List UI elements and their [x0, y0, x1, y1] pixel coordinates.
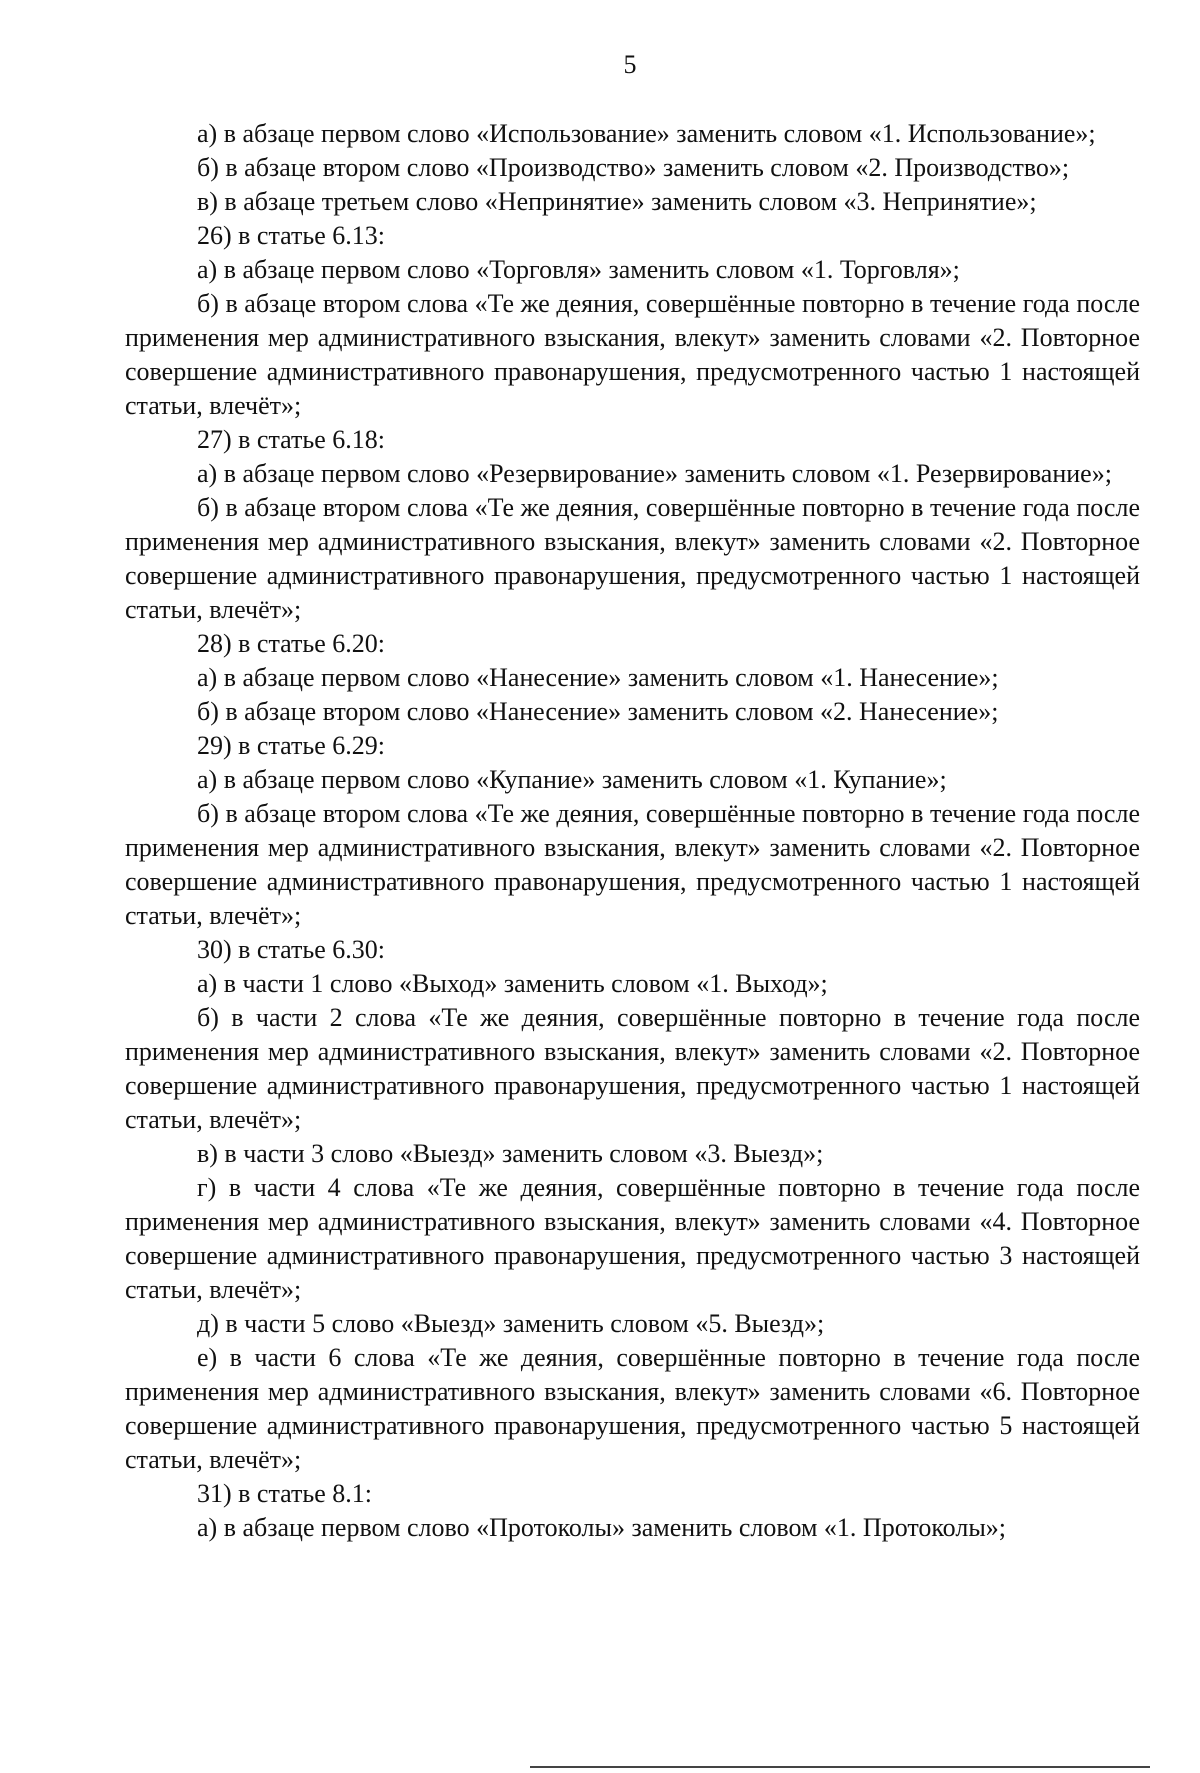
paragraph-item: а) в абзаце первом слово «Нанесение» заменить словом «1. Нанесение»;: [197, 663, 999, 692]
section-heading: 30) в статье 6.30:: [197, 935, 386, 964]
paragraph-item: г) в части 4 слова «Те же деяния, совершённые повторно в течение года после применения мер административного взыскания, влекут» заменить словами «4. Повторное совершение административного правонарушения, предусмотренного частью 3 настоящей статьи, влечёт»;: [125, 1173, 1140, 1304]
paragraph-item: а) в абзаце первом слово «Протоколы» заменить словом «1. Протоколы»;: [197, 1513, 1007, 1542]
paragraph-item: а) в абзаце первом слово «Купание» заменить словом «1. Купание»;: [197, 765, 947, 794]
paragraph-item: б) в части 2 слова «Те же деяния, совершённые повторно в течение года после применения мер административного взыскания, влекут» заменить словами «2. Повторное совершение административного правонарушения, предусмотренного частью 1 настоящей статьи, влечёт»;: [125, 1003, 1140, 1134]
paragraph-item: б) в абзаце втором слова «Те же деяния, совершённые повторно в течение года после применения мер административного взыскания, влекут» заменить словами «2. Повторное совершение административного правонарушения, предусмотренного частью 1 настоящей статьи, влечёт»;: [125, 493, 1140, 624]
paragraph-item: б) в абзаце втором слова «Те же деяния, совершённые повторно в течение года после применения мер административного взыскания, влекут» заменить словами «2. Повторное совершение административного правонарушения, предусмотренного частью 1 настоящей статьи, влечёт»;: [125, 289, 1140, 420]
paragraph-item: б) в абзаце втором слова «Те же деяния, совершённые повторно в течение года после применения мер административного взыскания, влекут» заменить словами «2. Повторное совершение административного правонарушения, предусмотренного частью 1 настоящей статьи, влечёт»;: [125, 799, 1140, 930]
bottom-rule: [530, 1766, 1150, 1768]
paragraph-item: а) в абзаце первом слово «Резервирование» заменить словом «1. Резервирование»;: [197, 459, 1112, 488]
section-heading: 29) в статье 6.29:: [197, 731, 386, 760]
paragraph-item: а) в абзаце первом слово «Торговля» заменить словом «1. Торговля»;: [197, 255, 960, 284]
paragraph-item: в) в абзаце третьем слово «Непринятие» заменить словом «3. Непринятие»;: [197, 187, 1037, 216]
paragraph-item: б) в абзаце втором слово «Производство» заменить словом «2. Производство»;: [197, 153, 1070, 182]
paragraph-item: е) в части 6 слова «Те же деяния, совершённые повторно в течение года после применения мер административного взыскания, влекут» заменить словами «6. Повторное совершение административного правонарушения, предусмотренного частью 5 настоящей статьи, влечёт»;: [125, 1343, 1140, 1474]
page-number: 5: [623, 50, 637, 79]
paragraph-item: а) в абзаце первом слово «Использование» заменить словом «1. Использование»;: [197, 119, 1096, 148]
section-heading: 31) в статье 8.1:: [197, 1479, 373, 1508]
paragraph-item: а) в части 1 слово «Выход» заменить словом «1. Выход»;: [197, 969, 828, 998]
paragraph-item: б) в абзаце втором слово «Нанесение» заменить словом «2. Нанесение»;: [197, 697, 999, 726]
section-heading: 27) в статье 6.18:: [197, 425, 386, 454]
paragraph-item: в) в части 3 слово «Выезд» заменить словом «3. Выезд»;: [197, 1139, 824, 1168]
paragraph-item: д) в части 5 слово «Выезд» заменить словом «5. Выезд»;: [197, 1309, 825, 1338]
section-heading: 28) в статье 6.20:: [197, 629, 386, 658]
document-body: [125, 117, 1140, 1545]
section-heading: 26) в статье 6.13:: [197, 221, 386, 250]
